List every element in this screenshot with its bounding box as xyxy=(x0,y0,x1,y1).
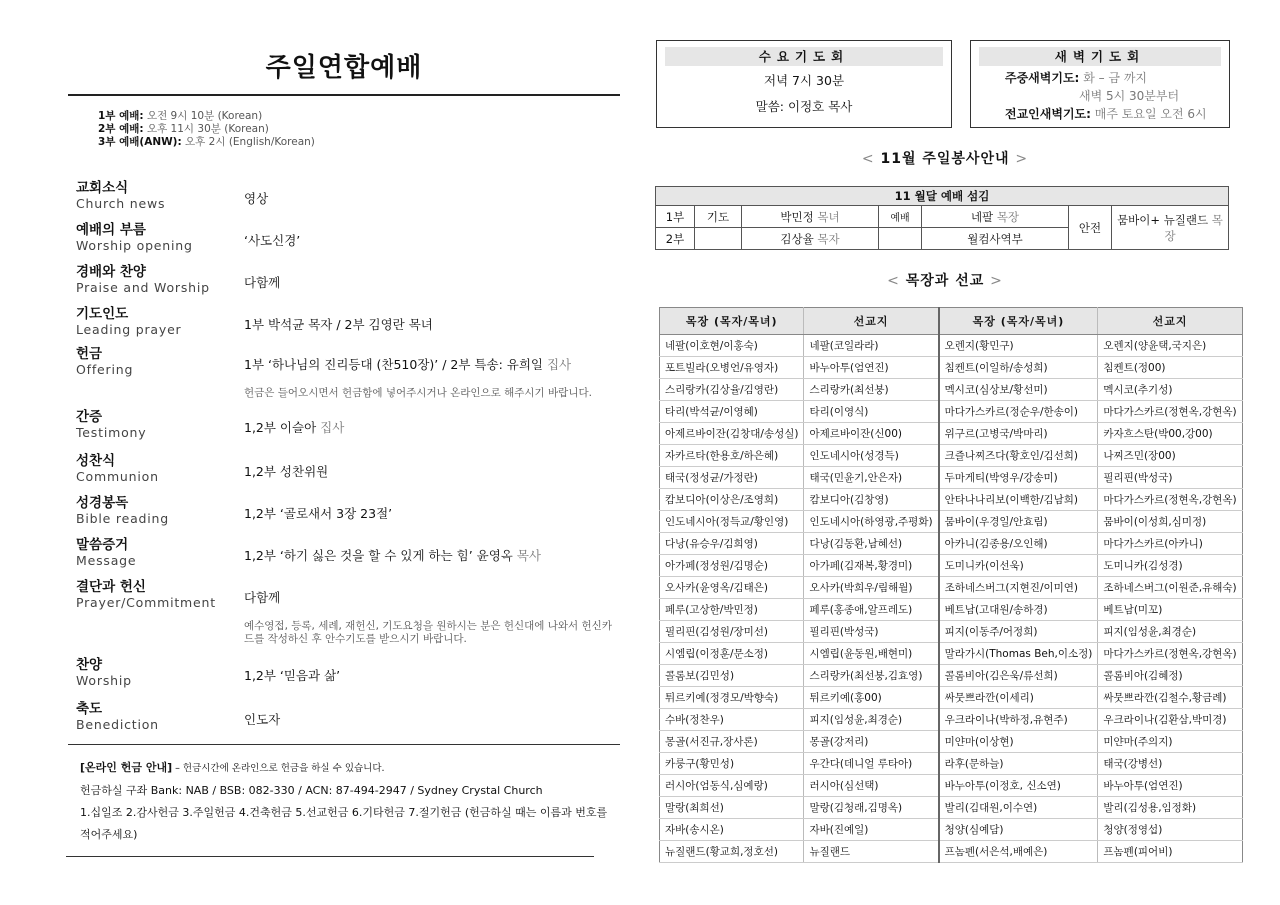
mission-field-cell: 프놈펜(피어비) xyxy=(1098,841,1242,863)
order-title-en: Testimony xyxy=(76,425,147,440)
mokjang-cell: 침켄트(이일하/송성희) xyxy=(939,357,1098,379)
mission-field-cell: 네팔(코일라라) xyxy=(804,335,939,357)
order-item xyxy=(76,496,620,526)
dawn-weekday: 주중새벽기도: 화 – 금 까지 xyxy=(1005,71,1147,85)
order-title-en: Worship opening xyxy=(76,238,193,253)
mission-field-cell: 조하네스버그(이원준,유해숙) xyxy=(1098,577,1242,599)
order-title-en: Communion xyxy=(76,469,159,484)
mokjang-cell: 프놈펜(서은석,배예은) xyxy=(939,841,1098,863)
mission-field-cell: 인도네시아(하영광,주평화) xyxy=(804,511,939,533)
mokjang-cell: 필리핀(김성원/장미선) xyxy=(660,621,804,643)
mission-field-cell: 인도네시아(성경득) xyxy=(804,445,939,467)
mission-row xyxy=(660,753,1243,775)
order-note: 헌금은 들어오시면서 헌금함에 넣어주시거나 온라인으로 해주시기 바랍니다. xyxy=(244,387,592,399)
mission-field-cell: 청양(정영섭) xyxy=(1098,819,1242,841)
mokjang-cell: 라후(문하늘) xyxy=(939,753,1098,775)
mission-field-cell: 바누아투(엄연진) xyxy=(804,357,939,379)
mission-field-cell: 캄보디아(김창영) xyxy=(804,489,939,511)
service-safety: 안전 xyxy=(1069,206,1112,250)
mokjang-cell: 자카르타(한용호/하은혜) xyxy=(660,445,804,467)
mission-header-row: 목장 (목자/목녀) 선교지 목장 (목자/목녀) 선교지 xyxy=(660,308,1243,335)
order-value: 1,2부 이슬아 집사 xyxy=(244,420,345,435)
order-title-ko: 성경봉독 xyxy=(76,495,129,511)
mokjang-cell: 몽골(서진규,장사론) xyxy=(660,731,804,753)
mission-row xyxy=(660,819,1243,841)
mission-field-cell: 시엠립(윤동원,배현미) xyxy=(804,643,939,665)
service-row-1: 1부 기도 박민정 목녀 예배 네팔 목장 안전 뭄바이+ 뉴질랜드 목장 xyxy=(656,206,1229,228)
wednesday-prayer-box xyxy=(656,40,952,128)
order-title-ko: 기도인도 xyxy=(76,306,129,322)
mission-field-cell: 멕시코(추기성) xyxy=(1098,379,1242,401)
order-title-en: Offering xyxy=(76,362,134,377)
order-item xyxy=(76,347,620,400)
order-item xyxy=(76,538,620,568)
order-title-en: Church news xyxy=(76,196,166,211)
mokjang-cell: 싸뭇쁘라깐(이세리) xyxy=(939,687,1098,709)
service-table-header: 11 월달 예배 섬김 xyxy=(656,187,1229,206)
mokjang-cell: 러시아(엄동식,심예랑) xyxy=(660,775,804,797)
order-title-ko: 헌금 xyxy=(76,346,103,362)
dawn-title: 새벽기도회 xyxy=(979,47,1221,66)
mokjang-cell: 아가페(정성원/김명순) xyxy=(660,555,804,577)
order-value: ‘사도신경’ xyxy=(244,233,301,248)
wednesday-time: 저녁 7시 30분 xyxy=(763,73,845,88)
mission-field-cell: 타리(이영식) xyxy=(804,401,939,423)
order-of-worship xyxy=(68,181,620,732)
order-value: 1,2부 성찬위원 xyxy=(244,464,329,479)
mokjang-cell: 스리랑카(김상율/김영란) xyxy=(660,379,804,401)
mission-field-cell: 침켄트(정00) xyxy=(1098,357,1242,379)
mokjang-cell: 발리(김대원,이수연) xyxy=(939,797,1098,819)
order-title-ko: 간증 xyxy=(76,409,103,425)
order-value: 다함께 xyxy=(244,275,281,290)
mission-row xyxy=(660,841,1243,863)
order-title-ko: 성찬식 xyxy=(76,453,116,469)
mokjang-cell: 튀르키예(정경모/박향숙) xyxy=(660,687,804,709)
order-value: 1부 박석균 목자 / 2부 김영란 목녀 xyxy=(244,317,433,332)
mission-field-cell: 싸뭇쁘라깐(김철수,황금례) xyxy=(1098,687,1242,709)
mission-field-cell: 몽골(강저리) xyxy=(804,731,939,753)
mission-field-cell: 피지(임성윤,최경순) xyxy=(804,709,939,731)
order-item xyxy=(76,410,620,440)
mission-row xyxy=(660,467,1243,489)
mission-row xyxy=(660,555,1243,577)
mission-row xyxy=(660,511,1243,533)
mokjang-cell: 콜롬보(김민성) xyxy=(660,665,804,687)
mission-row xyxy=(660,709,1243,731)
mission-field-cell: 러시아(심선택) xyxy=(804,775,939,797)
mission-field-cell: 카자흐스탄(박00,강00) xyxy=(1098,423,1242,445)
mission-field-cell: 튀르키예(홍00) xyxy=(804,687,939,709)
order-title-en: Leading prayer xyxy=(76,322,182,337)
mission-row xyxy=(660,731,1243,753)
order-item xyxy=(76,580,620,646)
mokjang-cell: 베트남(고대원/송하경) xyxy=(939,599,1098,621)
order-note: 예수영접, 등록, 세례, 재헌신, 기도요청을 원하시는 분은 헌신대에 나와서 헌신카드를 작성하신 후 안수기도를 받으시기 바랍니다. xyxy=(244,620,612,645)
mission-table xyxy=(659,307,1243,863)
online-offering-title: [온라인 헌금 안내] – 헌금시간에 온라인으로 헌금을 하실 수 있습니다. xyxy=(80,761,385,774)
mokjang-cell: 피지(이동주/어정희) xyxy=(939,621,1098,643)
order-value: 1부 ‘하나님의 진리등대 (찬510장)’ / 2부 특송: 유희일 집사 xyxy=(244,357,572,372)
order-value: 다함께 xyxy=(244,590,281,605)
mokjang-cell: 카룽구(황민성) xyxy=(660,753,804,775)
mission-field-cell: 마다가스카르(정현옥,강현옥) xyxy=(1098,401,1242,423)
mission-field-cell: 오렌지(양윤택,국지은) xyxy=(1098,335,1242,357)
mokjang-cell: 바누아투(이정호, 신소연) xyxy=(939,775,1098,797)
service-section-title: < 11월 주일봉사안내 > xyxy=(861,151,1029,167)
mission-field-cell: 필리핀(박성국) xyxy=(1098,467,1242,489)
order-title-en: Prayer/Commitment xyxy=(76,595,216,610)
mission-field-cell: 아제르바이잔(신00) xyxy=(804,423,939,445)
mission-field-cell: 태국(민윤기,안은자) xyxy=(804,467,939,489)
mokjang-cell: 네팔(이호현/이홍숙) xyxy=(660,335,804,357)
order-title-en: Message xyxy=(76,553,137,568)
order-title-ko: 결단과 헌신 xyxy=(76,579,146,595)
mission-row xyxy=(660,621,1243,643)
order-item xyxy=(76,223,620,253)
service-time-2: 2부 예배: 오후 11시 30분 (Korean) xyxy=(98,123,269,135)
mission-field-cell: 발리(김성용,임정화) xyxy=(1098,797,1242,819)
mission-row xyxy=(660,687,1243,709)
dawn-weekday-time: 새벽 5시 30분부터 xyxy=(1079,89,1180,103)
mokjang-cell: 태국(정성균/가정란) xyxy=(660,467,804,489)
order-title-ko: 축도 xyxy=(76,701,103,717)
mokjang-cell: 아카니(김종용/오인해) xyxy=(939,533,1098,555)
mokjang-cell: 조하네스버그(지현진/이미연) xyxy=(939,577,1098,599)
order-item xyxy=(76,702,620,732)
mission-field-cell: 미얀마(주의지) xyxy=(1098,731,1242,753)
mokjang-cell: 뭄바이(우경일/안효림) xyxy=(939,511,1098,533)
dawn-all: 전교인새벽기도: 매주 토요일 오전 6시 xyxy=(1005,107,1207,121)
dawn-prayer-box xyxy=(970,40,1230,128)
online-bank-info: 헌금하실 구좌 Bank: NAB / BSB: 082-330 / ACN: 87-494-2947 / Sydney Crystal Church xyxy=(80,784,543,797)
mission-row xyxy=(660,423,1243,445)
mission-row xyxy=(660,665,1243,687)
order-value: 영상 xyxy=(244,191,269,206)
mokjang-cell: 도미니카(이선욱) xyxy=(939,555,1098,577)
service-row-2: 2부 김상율 목자 월컴사역부 xyxy=(656,228,1229,250)
order-item xyxy=(76,181,620,211)
mission-field-cell: 오사카(박희우/림해월) xyxy=(804,577,939,599)
service-time-3: 3부 예배(ANW): 오후 2시 (English/Korean) xyxy=(98,136,315,148)
mokjang-cell: 뉴질랜드(황교희,정호선) xyxy=(660,841,804,863)
online-offering xyxy=(80,757,620,846)
mission-row xyxy=(660,577,1243,599)
mokjang-cell: 시엠립(이정훈/문소정) xyxy=(660,643,804,665)
mokjang-cell: 위구르(고병국/박마리) xyxy=(939,423,1098,445)
mokjang-cell: 타리(박석균/이영혜) xyxy=(660,401,804,423)
mokjang-cell: 다낭(유승우/김희영) xyxy=(660,533,804,555)
mission-section-title: < 목장과 선교 > xyxy=(887,273,1003,289)
mission-field-cell: 콜롬비아(김혜정) xyxy=(1098,665,1242,687)
mission-field-cell: 베트남(미꼬) xyxy=(1098,599,1242,621)
mission-field-cell: 말랑(김청래,김명옥) xyxy=(804,797,939,819)
mission-field-cell: 피지(임성윤,최경순) xyxy=(1098,621,1242,643)
mission-field-cell: 자바(진예일) xyxy=(804,819,939,841)
mission-field-cell: 뉴질랜드 xyxy=(804,841,939,863)
order-item xyxy=(76,454,620,484)
order-item xyxy=(76,658,620,688)
mission-row xyxy=(660,489,1243,511)
online-divider xyxy=(66,856,594,857)
service-times xyxy=(98,110,620,149)
mission-row xyxy=(660,775,1243,797)
mokjang-cell: 말랑(최희선) xyxy=(660,797,804,819)
mokjang-cell: 오사카(윤영옥/김태은) xyxy=(660,577,804,599)
mokjang-cell: 미얀마(이상현) xyxy=(939,731,1098,753)
order-title-ko: 찬양 xyxy=(76,657,103,673)
mokjang-cell: 수바(정찬우) xyxy=(660,709,804,731)
mission-field-cell: 태국(강병선) xyxy=(1098,753,1242,775)
order-item xyxy=(76,307,620,337)
mission-field-cell: 뭄바이(이성희,심미정) xyxy=(1098,511,1242,533)
mission-row xyxy=(660,335,1243,357)
mission-field-cell: 우크라이나(김환삼,박미경) xyxy=(1098,709,1242,731)
wednesday-speaker: 말씀: 이정호 목사 xyxy=(755,99,853,114)
mission-field-cell: 다낭(김동환,남혜선) xyxy=(804,533,939,555)
mokjang-cell: 마다가스카르(정순우/한송이) xyxy=(939,401,1098,423)
mission-field-cell: 스리랑카(최선붕,김효영) xyxy=(804,665,939,687)
order-title-ko: 경배와 찬양 xyxy=(76,264,146,280)
title-divider xyxy=(68,94,620,96)
mission-field-cell: 아가페(김재복,황경미) xyxy=(804,555,939,577)
offering-types: 1.십일조 2.감사헌금 3.주일헌금 4.건축헌금 5.선교헌금 6.기타헌금 7.절기헌금 (헌금하실 때는 이름과 번호를 적어주세요) xyxy=(80,806,608,841)
order-title-ko: 예배의 부름 xyxy=(76,222,146,238)
order-title-en: Worship xyxy=(76,673,132,688)
order-title-en: Benediction xyxy=(76,717,159,732)
mission-field-cell: 필리핀(박성국) xyxy=(804,621,939,643)
mission-field-cell: 페루(홍종애,알프레도) xyxy=(804,599,939,621)
mokjang-cell: 크즐나찌즈다(황호인/김선희) xyxy=(939,445,1098,467)
mission-field-cell: 우간다(데니얼 루타아) xyxy=(804,753,939,775)
order-value: 1,2부 ‘믿음과 삶’ xyxy=(244,668,341,683)
wednesday-title: 수요기도회 xyxy=(665,47,943,66)
service-safety-value: 뭄바이+ 뉴질랜드 목장 xyxy=(1112,206,1229,250)
mokjang-cell: 콜롬비아(김은욱/류선희) xyxy=(939,665,1098,687)
order-title-ko: 교회소식 xyxy=(76,180,129,196)
mission-field-cell: 도미니카(김성경) xyxy=(1098,555,1242,577)
mission-field-cell: 마다가스카르(정현옥,강현옥) xyxy=(1098,489,1242,511)
service-table xyxy=(655,186,1229,250)
mokjang-cell: 포트빌라(오병언/유영자) xyxy=(660,357,804,379)
mokjang-cell: 안타나나리보(이백한/김남희) xyxy=(939,489,1098,511)
order-value: 1,2부 ‘하기 싫은 것을 할 수 있게 하는 힘’ 윤영옥 목사 xyxy=(244,548,541,563)
mokjang-cell: 페루(고상한/박민정) xyxy=(660,599,804,621)
mission-row xyxy=(660,599,1243,621)
mokjang-cell: 말라가시(Thomas Beh,이소정) xyxy=(939,643,1098,665)
mokjang-cell: 아제르바이잔(김창대/송성실) xyxy=(660,423,804,445)
mission-field-cell: 마다가스카르(아카니) xyxy=(1098,533,1242,555)
mokjang-cell: 청양(심예담) xyxy=(939,819,1098,841)
mission-row xyxy=(660,797,1243,819)
order-value: 인도자 xyxy=(244,712,281,727)
order-divider xyxy=(68,744,620,745)
mokjang-cell: 인도네시아(정득교/황인영) xyxy=(660,511,804,533)
mokjang-cell: 두마게티(박영우/강송미) xyxy=(939,467,1098,489)
mission-row xyxy=(660,445,1243,467)
service-time-1: 1부 예배: 오전 9시 10분 (Korean) xyxy=(98,110,263,122)
mission-row xyxy=(660,401,1243,423)
mokjang-cell: 멕시코(심상보/황선미) xyxy=(939,379,1098,401)
mokjang-cell: 자바(송시온) xyxy=(660,819,804,841)
page-title: 주일연합예배 xyxy=(265,53,423,83)
mokjang-cell: 오렌지(황민구) xyxy=(939,335,1098,357)
mission-row xyxy=(660,357,1243,379)
order-title-en: Praise and Worship xyxy=(76,280,210,295)
mission-field-cell: 마다가스카르(정현옥,강현옥) xyxy=(1098,643,1242,665)
order-value: 1,2부 ‘골로새서 3장 23절’ xyxy=(244,506,393,521)
order-item xyxy=(76,265,620,295)
left-column xyxy=(68,40,620,857)
order-title-ko: 말씀증거 xyxy=(76,537,129,553)
mission-field-cell: 바누아투(엄연진) xyxy=(1098,775,1242,797)
mission-field-cell: 스리랑카(최선붕) xyxy=(804,379,939,401)
mokjang-cell: 캄보디아(이상은/조영희) xyxy=(660,489,804,511)
mission-row xyxy=(660,379,1243,401)
mokjang-cell: 우크라이나(박하정,유현주) xyxy=(939,709,1098,731)
order-title-en: Bible reading xyxy=(76,511,169,526)
mission-field-cell: 나찌즈민(장00) xyxy=(1098,445,1242,467)
mission-row xyxy=(660,533,1243,555)
mission-row xyxy=(660,643,1243,665)
